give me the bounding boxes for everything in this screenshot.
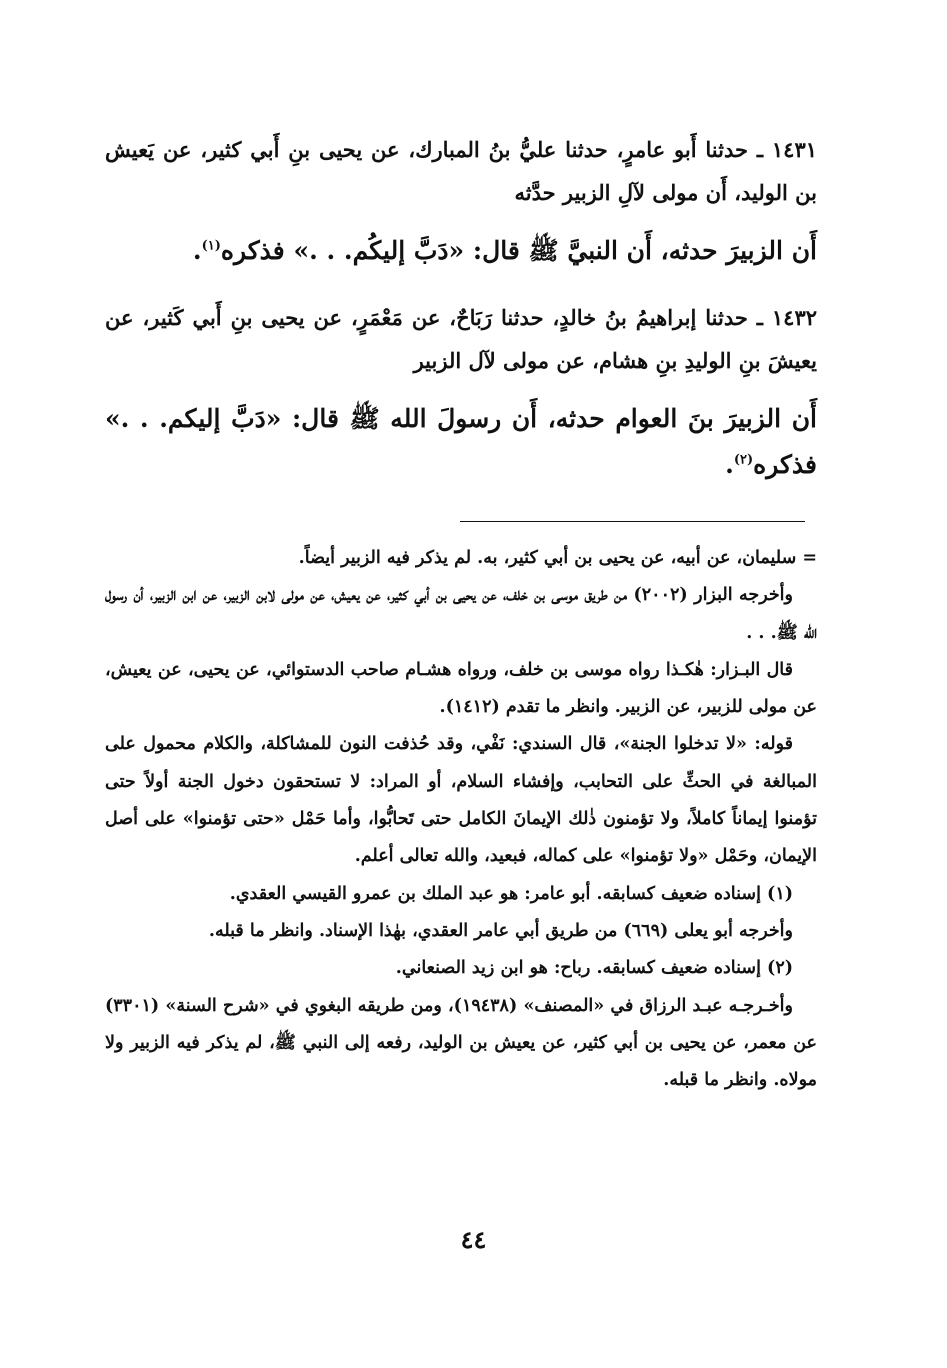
matn-end: . [192,236,202,265]
footnote-divider [460,521,805,522]
footnote-continuation: = سليمان، عن أبيه، عن يحيى بن أبي كثير، به. لم يذكر فيه الزبير أيضاً. [298,548,817,568]
matn-text: أَن الزبيرَ حدثه، أَن النبيَّ ﷺ قال: «دَبَّ إليكُم. . .» فذكره [220,236,817,265]
main-text [105,128,817,510]
footnote-sindi: قوله: «لا تدخلوا الجنة»، قال السندي: نَفْي، وقد حُذفت النون للمشاكلة، والكلام محمول على المبالغة في الحثِّ على التحابب، وإفشاء السلام، أو المراد: لا تستحقون دخول الجنة أولاً حتى تؤمنوا إيماناً كاملاً، ولا تؤمنون ذٰلك الإيمانَ الكامل حتى تَحابُّوا، وأما حَمْل «حتى تؤمنوا» على أصل الإيمان، وحَمْل «ولا تؤمنوا» على كماله، فبعيد، والله تعالى أعلم. [105,734,817,867]
footnote-2-a: (٢) إسناده ضعيف كسابقه. رباح: هو ابن زيد الصنعاني. [395,958,793,979]
isnad-text: ـ حدثنا أَبو عامرٍ، حدثنا عليُّ بنُ المبارك، عن يحيى بنِ أَبي كثير، عن يَعيش بن الوليد، أَن مولى لآلِ الزبير حدَّثه [105,137,817,205]
footnote-2-b: وأخـرجـه عبـد الرزاق في «المصنف» (١٩٤٣٨)، ومن طريقه البغوي في «شرح السنة» (٣٣٠١) عن معمر، عن يحيى بن أبي كثير، عن يعيش بن الوليد، رفعه إلى النبي ﷺ، لم يذكر فيه الزبير ولا مولاه. وانظر ما قبله. [105,995,817,1091]
footnote-ref: (١) [201,238,221,254]
footnote-bazzar-1: وأخرجه البزار (٢٠٠٢) من طريق موسى بن خلف، عن يحيى بن أبي كثير، عن يعيش، عن مولى لابن الزبير، عن ابن الزبير، أن رسول الله ﷺ. . . [105,585,817,643]
matn-end: . [725,450,734,479]
footnote-1-a: (١) إسناده ضعيف كسابقه. أبو عامر: هو عبد الملك بن عمرو القيسي العقدي. [229,883,793,904]
hadith-1432-isnad [105,296,817,382]
hadith-1432-matn [105,396,817,488]
matn-text: أَن الزبيرَ بنَ العوام حدثه، أَن رسولَ الله ﷺ قال: «دَبَّ إليكم. . .» فذكره [105,404,817,479]
hadith-1431-isnad [105,128,817,214]
footnote-bazzar-2: قال البـزار: هٰكـذا رواه موسى بن خلف، ورواه هشـام صاحب الدستوائي، عن يحيى، عن يعيش، عن مولى للزبير، عن الزبير. وانظر ما تقدم (١٤١٢). [105,659,817,718]
hadith-number: ١٤٣٢ [771,305,818,330]
hadith-number: ١٤٣١ [771,137,818,162]
page-number: ٤٤ [460,1225,487,1254]
footnote-1-b: وأخرجه أبو يعلى (٦٦٩) من طريق أبي عامر العقدي، بهٰذا الإسناد. وانظر ما قبله. [208,920,793,941]
isnad-text: ـ حدثنا إبراهيمُ بنُ خالدٍ، حدثنا رَبَاحٌ، عن مَعْمَرٍ، عن يحيى بنِ أَبي كَثير، عن يعيشَ بنِ الوليدِ بنِ هشام، عن مولى لآل الزبير [105,305,817,373]
footnotes [105,540,817,1099]
footnote-ref: (٢) [733,452,754,468]
hadith-1431-matn [105,228,817,274]
